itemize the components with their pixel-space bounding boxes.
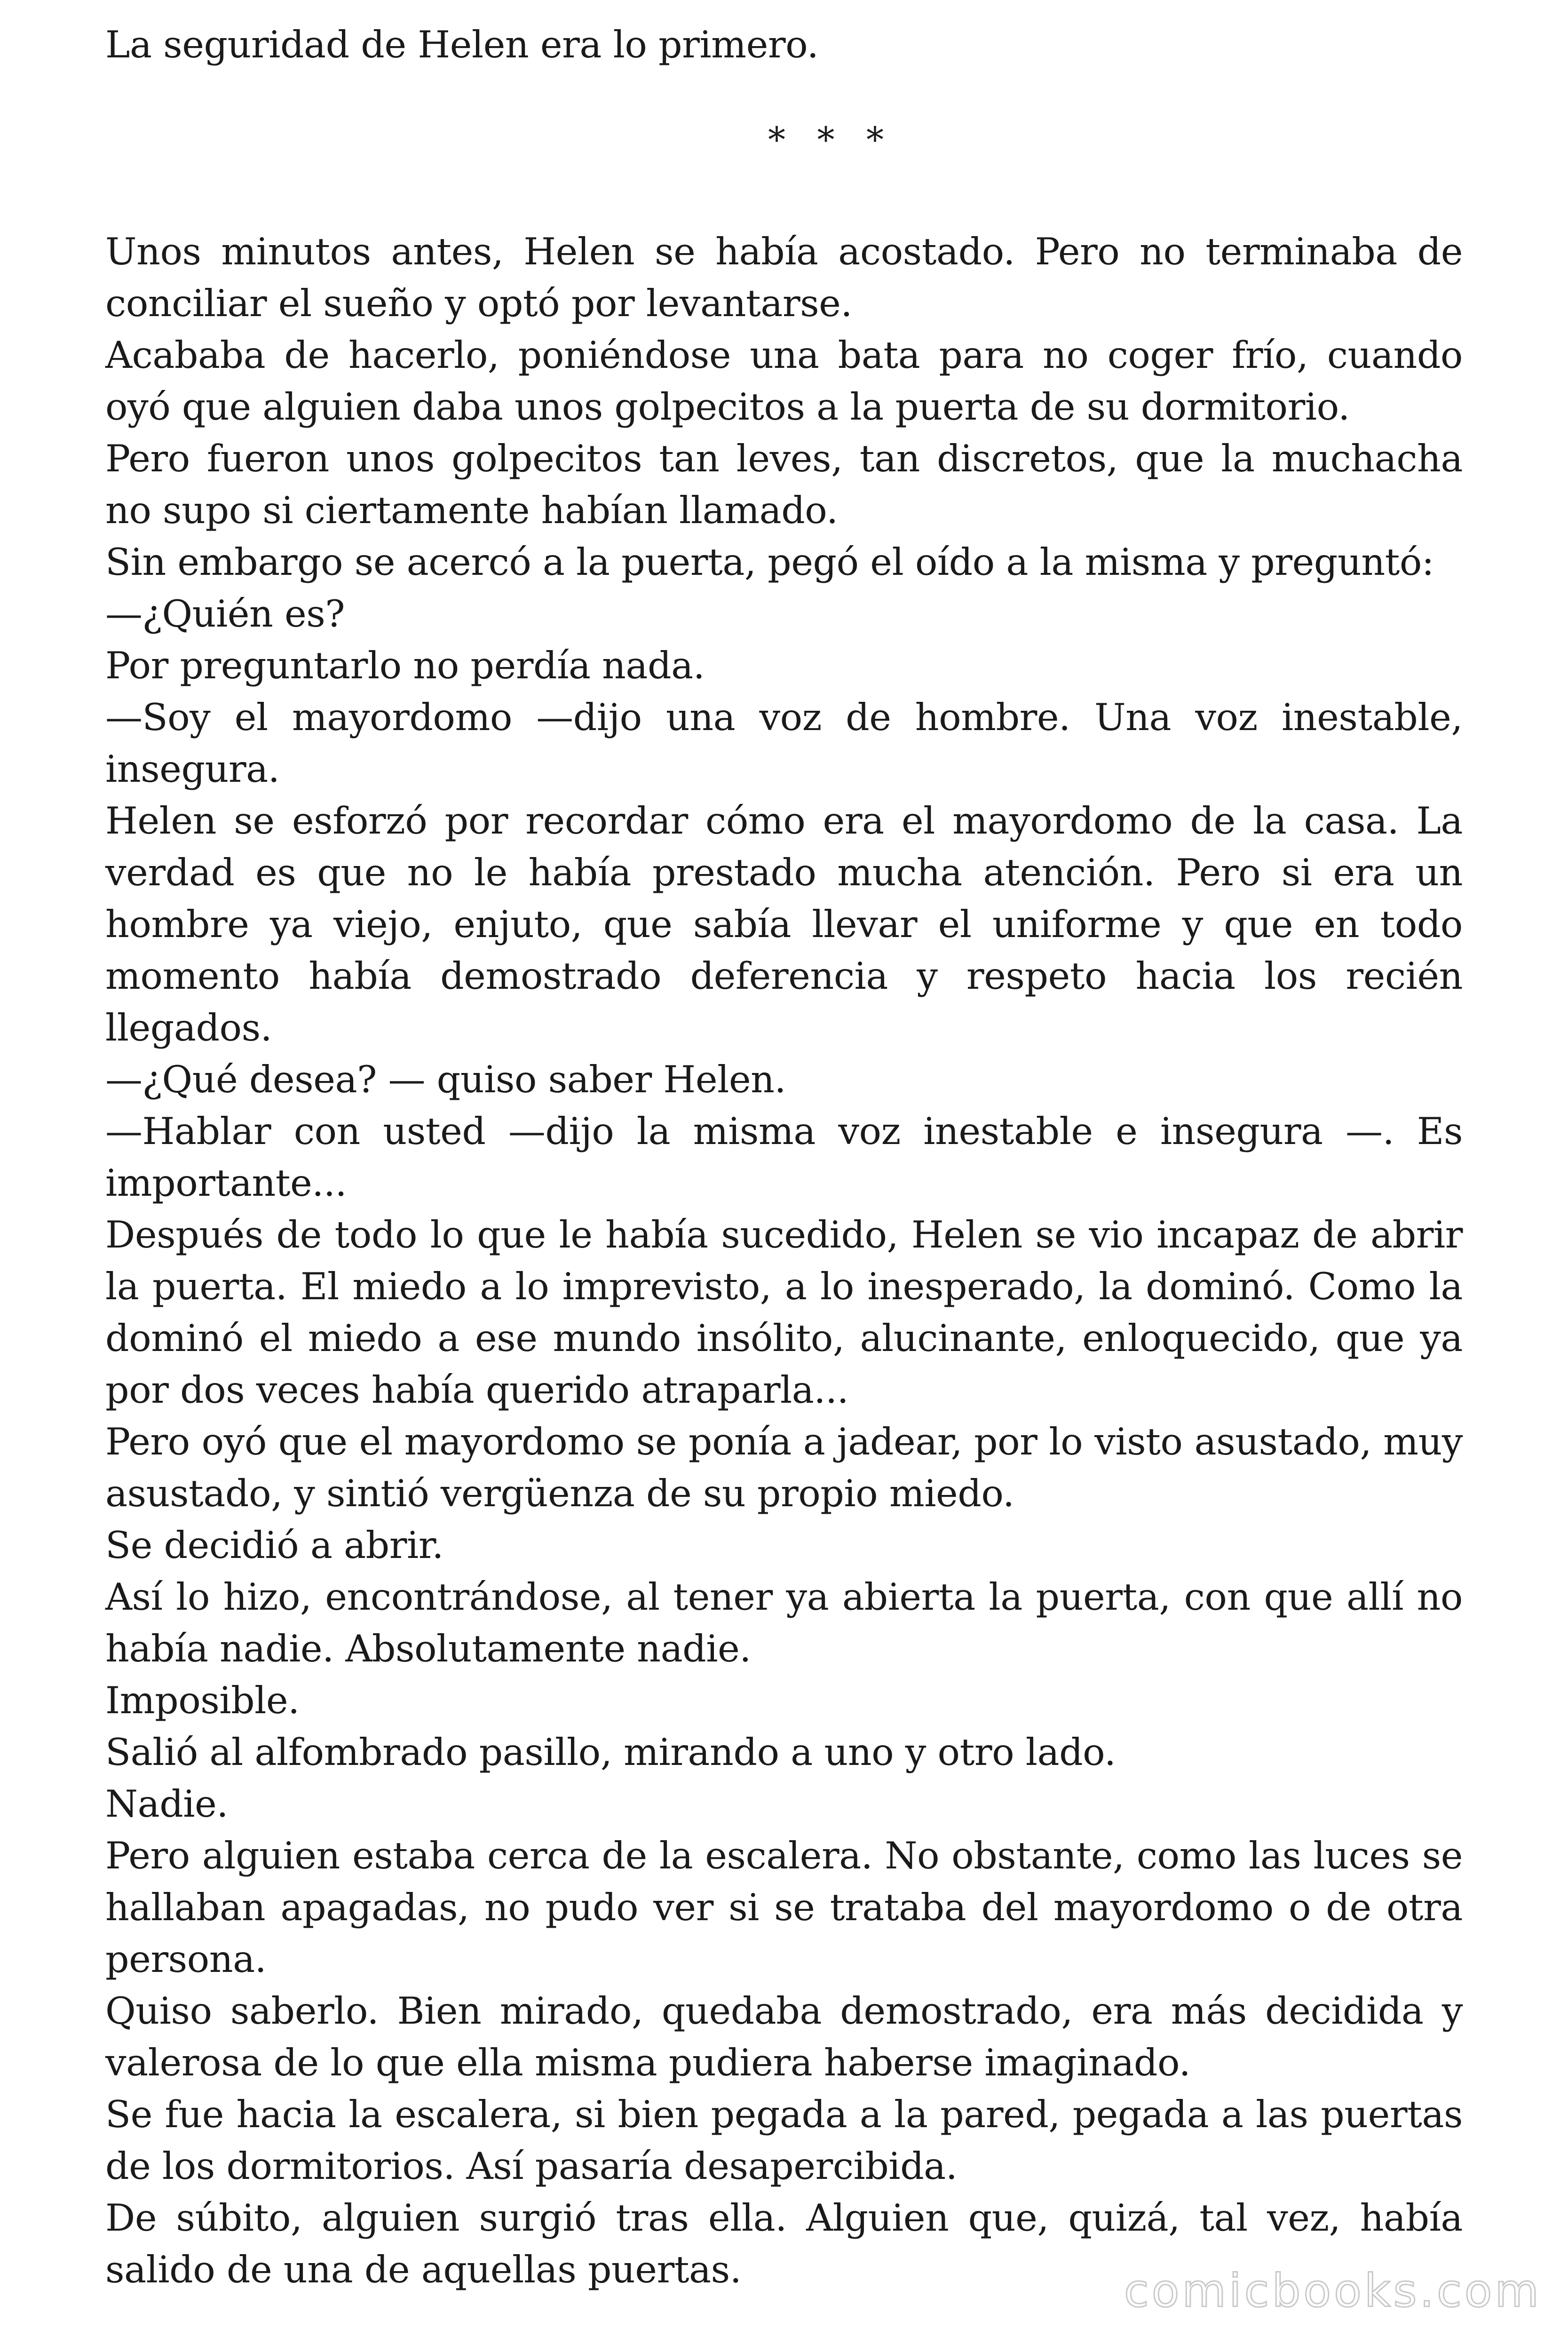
paragraph-13: Se decidió a abrir. [105, 1524, 443, 1567]
paragraph-12: Pero oyó que el mayordomo se ponía a jadear, por lo visto asustado, muy asustado, y sintió vergüenza de su propio miedo. [105, 1420, 1463, 1515]
paragraph-19: Quiso saberlo. Bien mirado, quedaba demostrado, era más decidida y valerosa de lo que ella misma pudiera haberse imaginado. [105, 1989, 1463, 2084]
paragraph-15: Imposible. [105, 1679, 300, 1722]
paragraph-21: De súbito, alguien surgió tras ella. Alguien que, quizá, tal vez, había salido de una de aquellas puertas. [105, 2196, 1463, 2291]
body-text [105, 226, 1463, 2296]
paragraph-6: Por preguntarlo no perdía nada. [105, 644, 705, 687]
paragraph-17: Nadie. [105, 1782, 228, 1826]
paragraph-10: —Hablar con usted —dijo la misma voz inestable e insegura —. Es importante... [105, 1110, 1463, 1205]
opening-line: La seguridad de Helen era lo primero. [105, 23, 819, 66]
watermark: comicbooks.com [1124, 2265, 1542, 2317]
book-page [105, 0, 1463, 2352]
paragraph-9: —¿Qué desea? — quiso saber Helen. [105, 1058, 786, 1101]
paragraph-14: Así lo hizo, encontrándose, al tener ya abierta la puerta, con que allí no había nadie. Absolutamente nadie. [105, 1575, 1463, 1670]
paragraph-20: Se fue hacia la escalera, si bien pegada a la pared, pegada a las puertas de los dormitorios. Así pasaría desapercibida. [105, 2093, 1463, 2188]
paragraph-7: —Soy el mayordomo —dijo una voz de hombre. Una voz inestable, insegura. [105, 696, 1463, 791]
paragraph-4: Sin embargo se acercó a la puerta, pegó el oído a la misma y preguntó: [105, 540, 1434, 584]
paragraph-1: Unos minutos antes, Helen se había acostado. Pero no terminaba de conciliar el sueño y optó por levantarse. [105, 230, 1463, 325]
paragraph-3: Pero fueron unos golpecitos tan leves, tan discretos, que la muchacha no supo si ciertamente habían llamado. [105, 437, 1463, 532]
paragraph-5: —¿Quién es? [105, 592, 345, 636]
paragraph-11: Después de todo lo que le había sucedido, Helen se vio incapaz de abrir la puerta. El miedo a lo imprevisto, a lo inesperado, la dominó. Como la dominó el miedo a ese mundo insólito, alucinante, enloquecido, que ya por dos veces había querido atraparla... [105, 1213, 1463, 1412]
paragraph-2: Acababa de hacerlo, poniéndose una bata para no coger frío, cuando oyó que alguien daba unos golpecitos a la puerta de su dormitorio. [105, 334, 1463, 429]
section-separator: * * * [768, 120, 895, 160]
paragraph-8: Helen se esforzó por recordar cómo era el mayordomo de la casa. La verdad es que no le había prestado mucha atención. Pero si era un hombre ya viejo, enjuto, que sabía llevar el uniforme y que en todo momento había demostrado deferencia y respeto hacia los recién llegados. [105, 799, 1463, 1049]
paragraph-16: Salió al alfombrado pasillo, mirando a uno y otro lado. [105, 1731, 1116, 1774]
paragraph-18: Pero alguien estaba cerca de la escalera. No obstante, como las luces se hallaban apagadas, no pudo ver si se trataba del mayordomo o de otra persona. [105, 1834, 1463, 1981]
